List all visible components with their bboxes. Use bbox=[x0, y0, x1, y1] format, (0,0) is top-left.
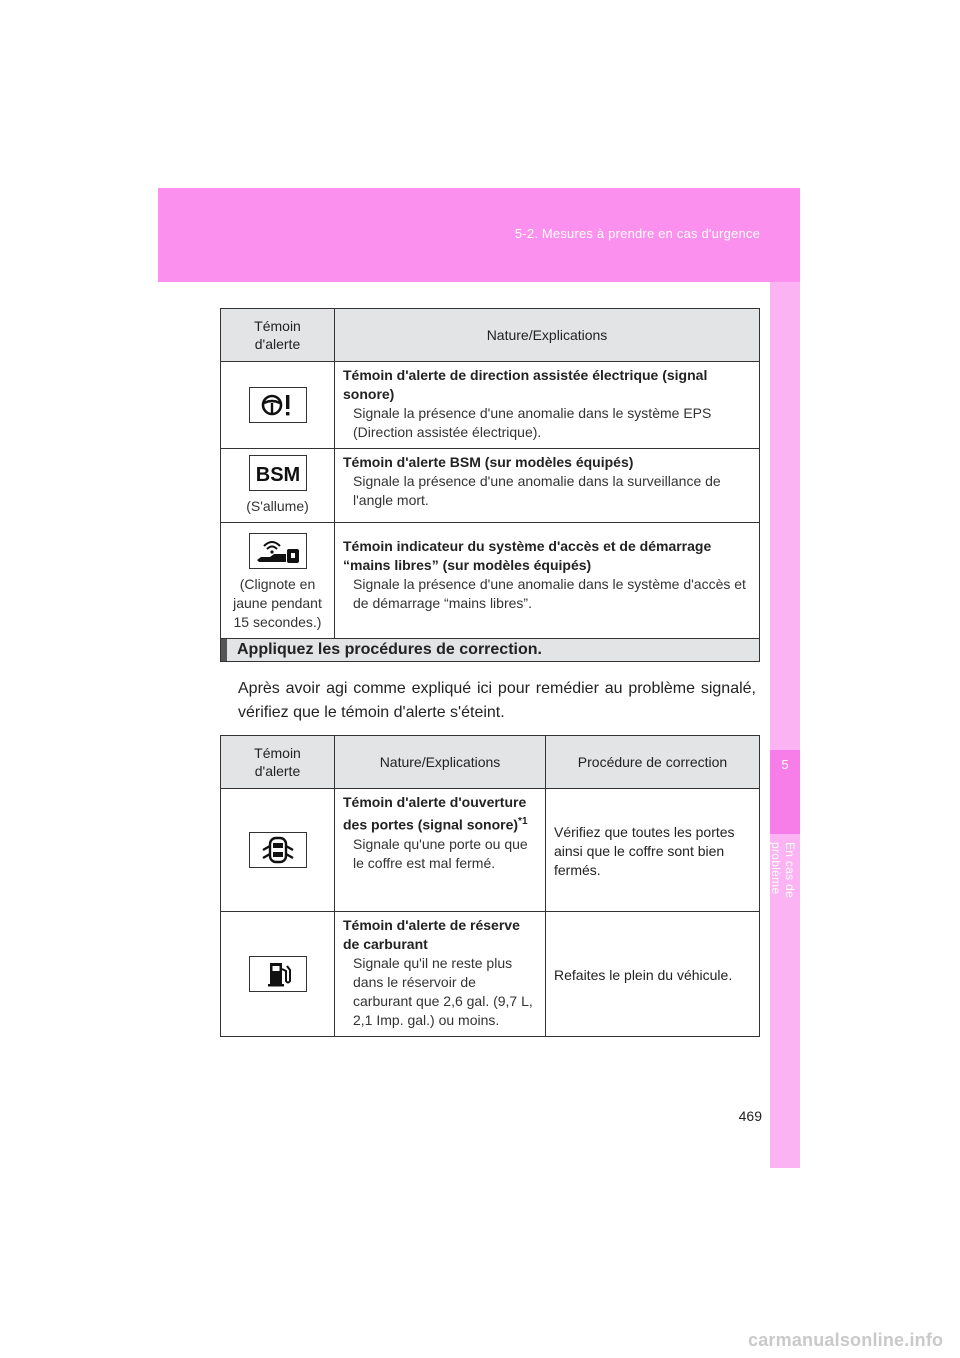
warning-description: Signale la présence d'une anomalie dans le système d'accès et de démarrage “mains libres”. bbox=[353, 576, 746, 611]
procedure-cell: Vérifiez que toutes les portes ainsi que le coffre sont bien fermés. bbox=[546, 789, 760, 912]
warning-description: Signale la présence d'une anomalie dans la surveillance de l'angle mort. bbox=[353, 473, 721, 508]
page-number: 469 bbox=[738, 1108, 762, 1124]
icon-cell bbox=[221, 523, 335, 639]
explanation-cell bbox=[335, 912, 546, 1037]
chapter-side-tab bbox=[770, 282, 800, 1168]
explanation-cell bbox=[335, 362, 760, 449]
explanation-cell bbox=[335, 789, 546, 912]
icon-caption: (Clignote en jaune pendant 15 secondes.) bbox=[233, 576, 322, 630]
section-title: 5-2. Mesures à prendre en cas d'urgence bbox=[514, 226, 760, 241]
smart-key-icon bbox=[249, 533, 307, 569]
section-heading bbox=[220, 638, 760, 662]
header-nature: Nature/Explications bbox=[335, 309, 760, 362]
correction-table bbox=[220, 735, 760, 1037]
warning-title: Témoin d'alerte de direction assistée électrique (signal sonore) bbox=[343, 367, 708, 402]
procedure-cell: Refaites le plein du véhicule. bbox=[546, 912, 760, 1037]
warning-description: Signale qu'il ne reste plus dans le réservoir de carburant que 2,6 gal. (9,7 L, 2,1 Imp. gal.) ou moins. bbox=[353, 955, 533, 1028]
explanation-cell bbox=[335, 523, 760, 639]
explanation-cell bbox=[335, 449, 760, 523]
icon-cell bbox=[221, 912, 335, 1037]
header-nature: Nature/Explications bbox=[335, 736, 546, 789]
table-row bbox=[221, 912, 760, 1037]
warning-description: Signale qu'une porte ou que le coffre est mal fermé. bbox=[353, 835, 528, 871]
bsm-icon-text: BSM bbox=[255, 464, 300, 486]
header-procedure: Procédure de correction bbox=[546, 736, 760, 789]
fuel-pump-icon bbox=[249, 956, 307, 992]
icon-cell bbox=[221, 449, 335, 523]
footnote-marker: *1 bbox=[518, 816, 528, 827]
warning-title: Témoin d'alerte de réserve de carburant bbox=[343, 917, 520, 952]
warning-title bbox=[343, 793, 537, 835]
table-row bbox=[221, 523, 760, 639]
warning-title: Témoin indicateur du système d'accès et de démarrage “mains libres” (sur modèles équipés) bbox=[343, 538, 712, 573]
header-warning-light bbox=[221, 736, 335, 789]
icon-caption: (S'allume) bbox=[246, 498, 309, 514]
warning-title: Témoin d'alerte BSM (sur modèles équipés) bbox=[343, 454, 634, 470]
header-warning-light bbox=[221, 309, 335, 362]
section-marker bbox=[221, 639, 227, 661]
section-paragraph: Après avoir agi comme expliqué ici pour remédier au problème signalé, vérifiez que le témoin d'alerte s'éteint. bbox=[238, 680, 756, 721]
door-open-icon bbox=[249, 832, 307, 868]
table-row bbox=[221, 362, 760, 449]
icon-cell bbox=[221, 789, 335, 912]
bsm-icon bbox=[249, 455, 307, 491]
table-row bbox=[221, 789, 760, 912]
table-row bbox=[221, 449, 760, 523]
power-steering-warning-icon bbox=[249, 387, 307, 423]
warning-lights-table bbox=[220, 308, 760, 639]
header-band bbox=[158, 188, 800, 282]
warning-title-text: Témoin d'alerte d'ouverture des portes (signal sonore) bbox=[343, 794, 527, 833]
watermark: carmanualsonline.info bbox=[748, 1330, 944, 1350]
chapter-number: 5 bbox=[781, 757, 789, 772]
warning-description: Signale la présence d'une anomalie dans le système EPS (Direction assistée électrique). bbox=[353, 405, 712, 440]
header-text: Témoin d'alerte bbox=[254, 745, 301, 779]
table-header-row bbox=[221, 309, 760, 362]
chapter-label: En cas de problème bbox=[769, 842, 797, 899]
table-header-row bbox=[221, 736, 760, 789]
header-text: Témoin d'alerte bbox=[254, 318, 301, 352]
icon-cell bbox=[221, 362, 335, 449]
section-heading-text: Appliquez les procédures de correction. bbox=[237, 641, 542, 658]
